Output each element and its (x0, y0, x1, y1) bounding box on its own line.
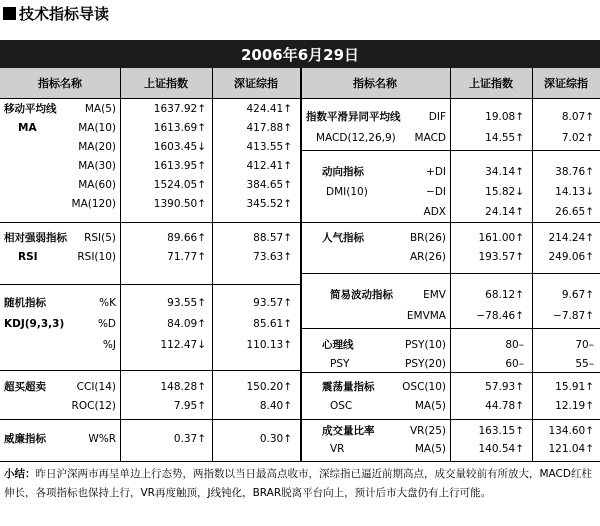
right-row-label: +DI (426, 166, 446, 178)
left-row-sh-value: 0.37↑ (173, 433, 206, 445)
left-group-title: 威廉指标 (4, 433, 46, 445)
date-banner: 2006年6月29日 (0, 40, 600, 68)
left-row-label: W%R (88, 433, 116, 445)
right-group-subtitle: PSY (330, 358, 350, 370)
right-row-label: −DI (426, 186, 446, 198)
right-row-sh-value: 57.93↑ (485, 381, 524, 393)
right-row-sh-value: 19.08↑ (485, 111, 524, 123)
left-row-sh-value: 148.28↑ (160, 381, 206, 393)
left-group-title: 随机指标 (4, 297, 46, 309)
left-row-sz-value: 8.40↑ (259, 400, 292, 412)
right-row-sh-value: 14.55↑ (485, 132, 524, 144)
left-header-sz: 深证综指 (234, 77, 278, 90)
left-row-sz-value: 417.88↑ (246, 122, 292, 134)
right-row-label: VR(25) (409, 425, 446, 437)
left-row-sh-value: 89.66↑ (167, 232, 206, 244)
left-row-label: MA(30) (78, 160, 116, 172)
left-row-sh-value: 7.95↑ (173, 400, 206, 412)
right-group-title: 人气指标 (322, 232, 364, 244)
group-divider (301, 328, 600, 329)
left-row-label: %J (102, 339, 116, 351)
left-header-sh: 上证指数 (144, 77, 188, 90)
right-row-label: EMV (423, 289, 446, 301)
right-group-subtitle: MACD(12,26,9) (316, 132, 396, 144)
right-row-sz-value: 249.06↑ (548, 251, 594, 263)
left-row-sh-value: 1390.50↑ (153, 198, 206, 210)
right-row-sh-value: 44.78↑ (485, 400, 524, 412)
group-divider (0, 419, 300, 420)
left-group-subtitle: RSI (18, 251, 38, 263)
right-row-sh-value: 193.57↑ (478, 251, 524, 263)
right-row-sh-value: 140.54↑ (478, 443, 524, 455)
right-row-label: PSY(10) (405, 339, 446, 351)
right-row-sz-value: 15.91↑ (555, 381, 594, 393)
left-row-label: CCI(14) (76, 381, 116, 393)
right-row-label: DIF (428, 111, 446, 123)
column-divider (300, 68, 302, 462)
summary-text: 昨日沪深两市再呈单边上行态势，两指数以当日最高点收市，深综指已逼近前期高点，成交量较前有所放大，MACD红柱伸长，各项指标也保持上行，VR再度触顶，J线钝化，BRAR脱离平台向上，预计后市大盘仍有上行可能。 (4, 468, 592, 499)
right-group-title: 指数平滑异同平均线 (306, 111, 401, 123)
right-row-label: OSC(10) (402, 381, 446, 393)
left-row-sh-value: 71.77↑ (167, 251, 206, 263)
left-row-label: %D (97, 318, 116, 330)
right-header-sz: 深证综指 (544, 77, 588, 90)
right-row-sh-value: 161.00↑ (478, 232, 524, 244)
right-group-title: 心理线 (322, 339, 354, 351)
left-row-sh-value: 1524.05↑ (153, 179, 206, 191)
left-row-label: RSI(5) (84, 232, 116, 244)
right-header-sh: 上证指数 (469, 77, 513, 90)
left-row-label: RSI(10) (77, 251, 116, 263)
right-row-sh-value: 24.14↑ (485, 206, 524, 218)
right-group-subtitle: VR (330, 443, 345, 455)
right-row-sz-value: 134.60↑ (548, 425, 594, 437)
right-row-sh-value: −78.46↑ (476, 310, 524, 322)
group-divider (0, 222, 300, 223)
right-row-sz-value: 14.13↓ (555, 186, 594, 198)
left-row-sh-value: 1637.92↑ (153, 103, 206, 115)
right-row-sz-value: 38.76↑ (555, 166, 594, 178)
summary-label: 小结： (4, 468, 36, 480)
left-row-label: ROC(12) (71, 400, 116, 412)
left-group-title: 超买超卖 (4, 381, 46, 393)
left-row-sh-value: 1603.45↓ (153, 141, 206, 153)
right-row-sz-value: 214.24↑ (548, 232, 594, 244)
left-group-subtitle: KDJ(9,3,3) (4, 318, 65, 330)
left-row-sh-value: 1613.69↑ (153, 122, 206, 134)
right-header-name: 指标名称 (353, 77, 397, 90)
right-row-sh-value: 163.15↑ (478, 425, 524, 437)
left-row-sz-value: 424.41↑ (246, 103, 292, 115)
left-group-subtitle: MA (18, 122, 37, 134)
left-row-sz-value: 0.30↑ (259, 433, 292, 445)
right-row-sz-value: −7.87↑ (553, 310, 594, 322)
right-row-label: MA(5) (414, 400, 446, 412)
right-row-sz-value: 121.04↑ (548, 443, 594, 455)
left-row-sz-value: 150.20↑ (246, 381, 292, 393)
right-row-label: ADX (423, 206, 446, 218)
left-row-sh-value: 93.55↑ (167, 297, 206, 309)
right-row-label: MACD (414, 132, 446, 144)
right-row-sh-value: 80– (505, 339, 524, 351)
left-header-row (0, 68, 300, 99)
section-title: 技术指标导读 (19, 4, 110, 23)
right-row-sh-value: 15.82↓ (485, 186, 524, 198)
left-row-sz-value: 88.57↑ (253, 232, 292, 244)
right-row-label: AR(26) (409, 251, 446, 263)
right-row-sz-value: 55– (575, 358, 594, 370)
right-row-sz-value: 8.07↑ (561, 111, 594, 123)
left-row-label: MA(20) (78, 141, 116, 153)
left-row-sz-value: 384.65↑ (246, 179, 292, 191)
left-row-sh-value: 112.47↓ (160, 339, 206, 351)
group-divider (301, 150, 600, 151)
left-row-label: %K (99, 297, 116, 309)
group-divider (0, 370, 300, 371)
left-row-sh-value: 1613.95↑ (153, 160, 206, 172)
left-row-sz-value: 345.52↑ (246, 198, 292, 210)
right-group-title: 震荡量指标 (322, 381, 375, 393)
right-row-sz-value: 12.19↑ (555, 400, 594, 412)
left-row-sz-value: 412.41↑ (246, 160, 292, 172)
left-header-name: 指标名称 (38, 77, 82, 90)
right-row-label: EMVMA (406, 310, 446, 322)
section-heading (3, 2, 109, 24)
right-row-sh-value: 60– (505, 358, 524, 370)
left-group-title: 相对强弱指标 (4, 232, 67, 244)
left-row-sz-value: 110.13↑ (246, 339, 292, 351)
right-row-sh-value: 34.14↑ (485, 166, 524, 178)
right-row-sz-value: 9.67↑ (561, 289, 594, 301)
group-divider (301, 419, 600, 420)
right-row-label: PSY(20) (405, 358, 446, 370)
right-row-sz-value: 70– (575, 339, 594, 351)
right-group-title: 动向指标 (322, 166, 364, 178)
left-row-sz-value: 93.57↑ (253, 297, 292, 309)
left-row-sz-value: 73.63↑ (253, 251, 292, 263)
left-row-sz-value: 413.55↑ (246, 141, 292, 153)
group-divider (301, 273, 600, 274)
group-divider (301, 372, 600, 373)
group-divider (0, 284, 300, 285)
group-divider (301, 222, 600, 223)
right-group-title: 简易波动指标 (330, 289, 393, 301)
left-row-label: MA(10) (78, 122, 116, 134)
right-row-label: MA(5) (414, 443, 446, 455)
right-row-label: BR(26) (409, 232, 446, 244)
right-row-sz-value: 7.02↑ (561, 132, 594, 144)
right-group-subtitle: OSC (330, 400, 353, 412)
right-group-title: 成交量比率 (322, 425, 375, 437)
left-row-label: MA(60) (78, 179, 116, 191)
right-group-subtitle: DMI(10) (326, 186, 368, 198)
summary-note (4, 465, 598, 503)
left-row-sz-value: 85.61↑ (253, 318, 292, 330)
left-row-label: MA(120) (71, 198, 116, 210)
right-row-sh-value: 68.12↑ (485, 289, 524, 301)
left-group-title: 移动平均线 (4, 103, 57, 115)
left-row-label: MA(5) (84, 103, 116, 115)
square-bullet-icon (3, 7, 16, 20)
right-row-sz-value: 26.65↑ (555, 206, 594, 218)
left-row-sh-value: 84.09↑ (167, 318, 206, 330)
